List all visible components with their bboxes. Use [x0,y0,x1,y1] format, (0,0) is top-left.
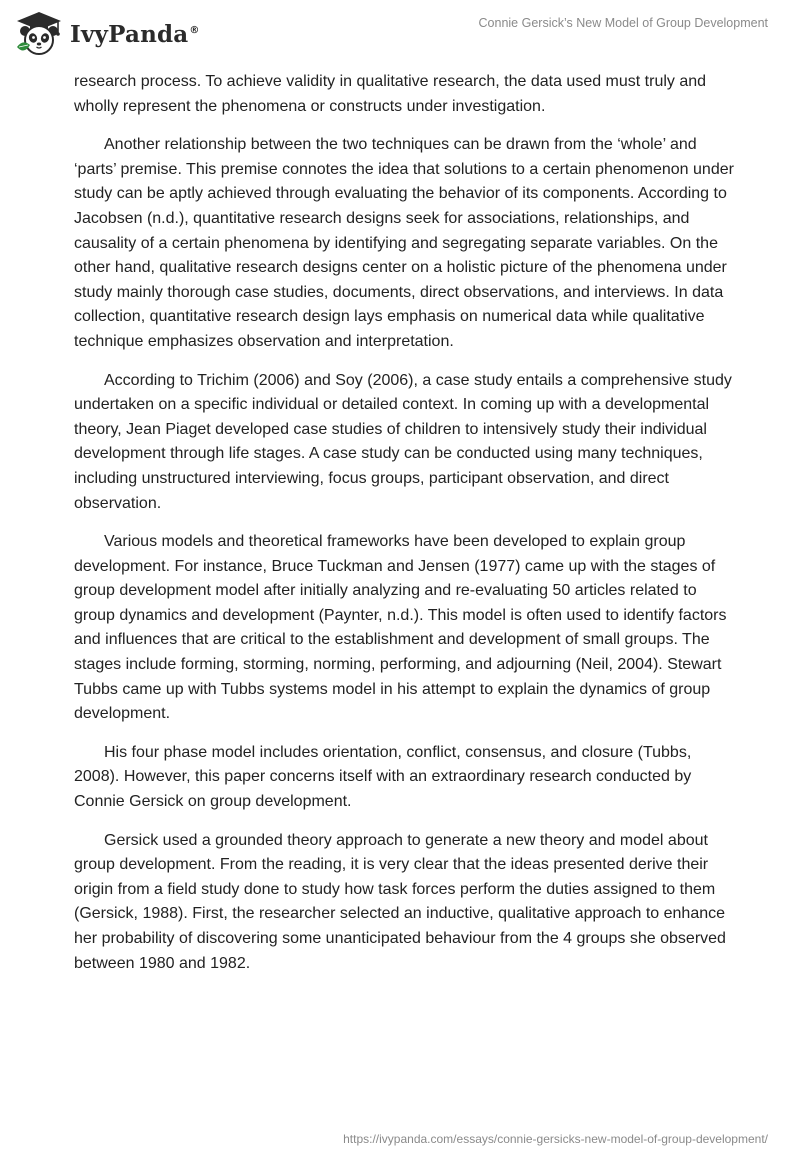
brand-name [70,21,200,48]
paragraph: Another relationship between the two techniques can be drawn from the ‘whole’ and ‘parts’ premise. This premise connotes the idea that solutions to a certain phenomenon under study can be aptly achieved through evaluating the behavior of its components. According to Jacobsen (n.d.), quantitative research designs seek for associations, relationships, and causality of a certain phenomena by identifying and segregating separate variables. On the other hand, qualitative research designs center on a holistic picture of the phenomena under study mainly thorough case studies, documents, direct observations, and interviews. In data collection, quantitative research design lays emphasis on numerical data while qualitative technique emphasizes observation and interpretation. [74,136,734,350]
registered-mark: ® [189,24,200,36]
ivypanda-logo[interactable] [14,6,204,62]
paragraph: His four phase model includes orientation, conflict, consensus, and closure (Tubbs, 2008). However, this paper concerns itself with an extraordinary research conducted by Connie Gersick on group development. [74,743,692,811]
panda-graduate-icon [14,9,64,59]
paragraph: Gersick used a grounded theory approach to generate a new theory and model about group development. From the reading, it is very clear that the ideas presented derive their origin from a field study done to study how task forces perform the duties assigned to them (Gersick, 1988). First, the researcher selected an inductive, qualitative approach to enhance her probability of discovering some unanticipated behaviour from the 4 groups she observed between 1980 and 1982. [74,831,726,972]
page-header [0,0,800,70]
paragraph: According to Trichim (2006) and Soy (2006), a case study entails a comprehensive study undertaken on a specific individual or detailed context. In coming up with a developmental theory, Jean Piaget developed case studies of children to intensively study their individual development through life stages. A case study can be conducted using many techniques, including unstructured interviewing, focus groups, participant observation, and direct observation. [74,371,732,512]
brand-name-text: IvyPanda [70,20,189,48]
paragraph: research process. To achieve validity in qualitative research, the data used must truly and wholly represent the phenomena or constructs under investigation. [74,73,707,115]
source-url[interactable]: https://ivypanda.com/essays/connie-gersicks-new-model-of-group-development/ [343,1132,768,1146]
essay-body [74,70,734,990]
document-title: Connie Gersick’s New Model of Group Development [478,16,768,30]
paragraph: Various models and theoretical frameworks have been developed to explain group development. For instance, Bruce Tuckman and Jensen (1977) came up with the stages of group development model after initially analyzing and re-evaluating 50 articles related to group dynamics and development (Paynter, n.d.). This model is often used to identify factors and influences that are critical to the establishment and development of small groups. The stages include forming, storming, norming, performing, and adjourning (Neil, 2004). Stewart Tubbs came up with Tubbs systems model in his attempt to explain the dynamics of group development. [74,533,727,723]
